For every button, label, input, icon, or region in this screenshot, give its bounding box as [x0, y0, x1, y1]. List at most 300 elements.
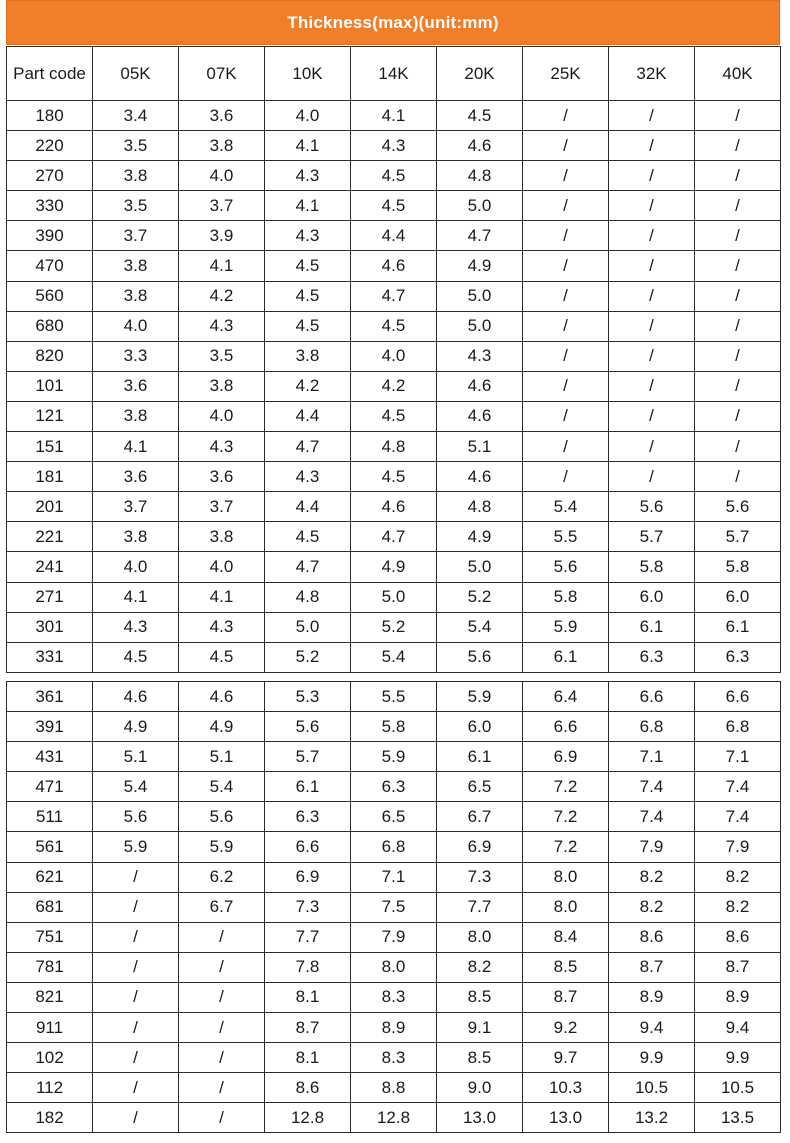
thickness-cell: 6.2 — [179, 862, 265, 892]
thickness-cell: 4.7 — [437, 221, 523, 251]
thickness-cell: 6.0 — [437, 712, 523, 742]
table-row — [7, 522, 781, 552]
thickness-cell: 4.5 — [351, 161, 437, 191]
thickness-cell: / — [93, 1043, 179, 1073]
table-row — [7, 982, 781, 1012]
thickness-cell: / — [609, 221, 695, 251]
thickness-cell: 5.6 — [437, 642, 523, 672]
thickness-cell: 4.9 — [351, 552, 437, 582]
thickness-cell: 5.4 — [523, 492, 609, 522]
thickness-cell: / — [179, 1013, 265, 1043]
thickness-cell: 5.9 — [93, 832, 179, 862]
table-row — [7, 1103, 781, 1133]
table-row — [7, 221, 781, 251]
thickness-cell: 5.1 — [437, 432, 523, 462]
thickness-cell: 3.8 — [93, 401, 179, 431]
thickness-cell: / — [609, 281, 695, 311]
part-code-cell: 151 — [7, 432, 93, 462]
thickness-cell: 3.7 — [179, 492, 265, 522]
thickness-cell: 5.7 — [609, 522, 695, 552]
thickness-cell: 6.9 — [437, 832, 523, 862]
thickness-cell: 8.1 — [265, 1043, 351, 1073]
thickness-cell: 7.2 — [523, 802, 609, 832]
thickness-cell: 4.3 — [265, 221, 351, 251]
thickness-cell: 8.0 — [523, 862, 609, 892]
thickness-cell: 4.6 — [437, 401, 523, 431]
thickness-cell: 3.8 — [179, 131, 265, 161]
part-code-cell: 241 — [7, 552, 93, 582]
thickness-cell: / — [523, 221, 609, 251]
table-row — [7, 612, 781, 642]
thickness-cell: 9.7 — [523, 1043, 609, 1073]
thickness-cell: 3.8 — [93, 251, 179, 281]
thickness-cell: / — [695, 371, 781, 401]
thickness-cell: 6.3 — [351, 772, 437, 802]
thickness-cell: 7.4 — [695, 772, 781, 802]
thickness-cell: 4.5 — [351, 311, 437, 341]
thickness-cell: 7.4 — [609, 802, 695, 832]
header-col-07k: 07K — [179, 47, 265, 101]
thickness-cell: / — [523, 432, 609, 462]
thickness-cell: 7.1 — [695, 742, 781, 772]
thickness-cell: 6.1 — [695, 612, 781, 642]
thickness-cell: / — [695, 191, 781, 221]
thickness-cell: / — [695, 341, 781, 371]
thickness-cell: 6.1 — [437, 742, 523, 772]
thickness-cell: 5.8 — [523, 582, 609, 612]
thickness-cell: 7.8 — [265, 952, 351, 982]
thickness-cell: 8.7 — [695, 952, 781, 982]
thickness-cell: 8.5 — [523, 952, 609, 982]
thickness-cell: 4.3 — [351, 131, 437, 161]
thickness-cell: 5.8 — [695, 552, 781, 582]
thickness-cell: 4.1 — [93, 582, 179, 612]
thickness-cell: 4.9 — [437, 522, 523, 552]
thickness-cell: / — [609, 311, 695, 341]
thickness-cell: / — [695, 432, 781, 462]
thickness-cell: 5.3 — [265, 682, 351, 712]
thickness-cell: 7.4 — [695, 802, 781, 832]
table-row — [7, 712, 781, 742]
thickness-cell: 8.7 — [609, 952, 695, 982]
part-code-cell: 471 — [7, 772, 93, 802]
table-row — [7, 862, 781, 892]
part-code-cell: 361 — [7, 682, 93, 712]
thickness-cell: 4.5 — [265, 522, 351, 552]
thickness-cell: 4.5 — [179, 642, 265, 672]
thickness-cell: 5.0 — [265, 612, 351, 642]
thickness-cell: 5.1 — [179, 742, 265, 772]
thickness-cell: 6.1 — [265, 772, 351, 802]
thickness-cell: 6.8 — [695, 712, 781, 742]
thickness-cell: 4.4 — [265, 492, 351, 522]
table-row — [7, 682, 781, 712]
thickness-cell: 8.8 — [351, 1073, 437, 1103]
thickness-cell: 6.5 — [351, 802, 437, 832]
thickness-cell: / — [695, 131, 781, 161]
thickness-cell: 6.9 — [523, 742, 609, 772]
part-code-cell: 180 — [7, 101, 93, 131]
thickness-cell: 6.1 — [523, 642, 609, 672]
thickness-cell: 4.2 — [351, 371, 437, 401]
thickness-cell: / — [609, 131, 695, 161]
thickness-cell: 8.2 — [695, 862, 781, 892]
thickness-cell: 5.0 — [437, 191, 523, 221]
thickness-cell: 8.2 — [695, 892, 781, 922]
thickness-cell: / — [523, 101, 609, 131]
thickness-cell: 9.2 — [523, 1013, 609, 1043]
thickness-cell: 6.0 — [695, 582, 781, 612]
part-code-cell: 270 — [7, 161, 93, 191]
thickness-cell: 3.7 — [93, 492, 179, 522]
thickness-cell: 4.6 — [437, 462, 523, 492]
part-code-cell: 101 — [7, 371, 93, 401]
thickness-cell: / — [609, 401, 695, 431]
thickness-cell: 8.9 — [609, 982, 695, 1012]
part-code-cell: 182 — [7, 1103, 93, 1133]
part-code-cell: 181 — [7, 462, 93, 492]
thickness-cell: 5.4 — [351, 642, 437, 672]
part-code-cell: 271 — [7, 582, 93, 612]
thickness-cell: / — [93, 892, 179, 922]
thickness-cell: / — [93, 952, 179, 982]
table-row — [7, 1073, 781, 1103]
thickness-cell: 13.0 — [523, 1103, 609, 1133]
part-code-cell: 681 — [7, 892, 93, 922]
thickness-cell: 3.3 — [93, 341, 179, 371]
table-body-upper — [7, 101, 781, 673]
part-code-cell: 821 — [7, 982, 93, 1012]
part-code-cell: 431 — [7, 742, 93, 772]
thickness-cell: 3.5 — [93, 131, 179, 161]
thickness-cell: 5.9 — [179, 832, 265, 862]
thickness-cell: 8.3 — [351, 1043, 437, 1073]
thickness-cell: 5.4 — [93, 772, 179, 802]
thickness-cell: / — [93, 1013, 179, 1043]
part-code-cell: 331 — [7, 642, 93, 672]
thickness-cell: 3.8 — [93, 161, 179, 191]
thickness-cell: / — [93, 1103, 179, 1133]
thickness-cell: 5.7 — [265, 742, 351, 772]
thickness-cell: 4.9 — [437, 251, 523, 281]
thickness-cell: 8.2 — [609, 892, 695, 922]
thickness-cell: 13.5 — [695, 1103, 781, 1133]
thickness-cell: 7.2 — [523, 772, 609, 802]
thickness-cell: 3.6 — [93, 371, 179, 401]
part-code-cell: 680 — [7, 311, 93, 341]
thickness-cell: 7.7 — [437, 892, 523, 922]
thickness-cell: 4.6 — [351, 251, 437, 281]
thickness-cell: / — [695, 462, 781, 492]
thickness-cell: 5.6 — [179, 802, 265, 832]
part-code-cell: 201 — [7, 492, 93, 522]
thickness-cell: 6.3 — [265, 802, 351, 832]
thickness-cell: 4.1 — [179, 582, 265, 612]
thickness-cell: 5.1 — [93, 742, 179, 772]
table-row — [7, 642, 781, 672]
part-code-cell: 121 — [7, 401, 93, 431]
thickness-cell: 12.8 — [265, 1103, 351, 1133]
thickness-cell: / — [523, 401, 609, 431]
thickness-cell: 6.6 — [523, 712, 609, 742]
thickness-cell: / — [695, 101, 781, 131]
thickness-cell: 3.4 — [93, 101, 179, 131]
thickness-cell: / — [523, 251, 609, 281]
thickness-cell: 6.3 — [695, 642, 781, 672]
table-row — [7, 101, 781, 131]
thickness-cell: 10.5 — [695, 1073, 781, 1103]
thickness-cell: 6.9 — [265, 862, 351, 892]
thickness-cell: 8.6 — [265, 1073, 351, 1103]
header-col-20k: 20K — [437, 47, 523, 101]
thickness-cell: 3.6 — [179, 101, 265, 131]
thickness-cell: 8.3 — [351, 982, 437, 1012]
thickness-cell: 6.6 — [609, 682, 695, 712]
thickness-cell: 4.0 — [93, 311, 179, 341]
thickness-cell: 4.5 — [265, 251, 351, 281]
thickness-cell: 3.8 — [93, 522, 179, 552]
thickness-cell: 4.3 — [265, 161, 351, 191]
part-code-cell: 781 — [7, 952, 93, 982]
thickness-cell: / — [523, 341, 609, 371]
thickness-cell: 5.6 — [265, 712, 351, 742]
thickness-cell: 5.4 — [437, 612, 523, 642]
table-header — [7, 47, 781, 101]
thickness-cell: 6.7 — [179, 892, 265, 922]
part-code-cell: 470 — [7, 251, 93, 281]
thickness-cell: 4.5 — [265, 281, 351, 311]
thickness-cell: 8.0 — [523, 892, 609, 922]
table-row — [7, 492, 781, 522]
thickness-cell: / — [179, 1043, 265, 1073]
thickness-cell: 3.6 — [179, 462, 265, 492]
header-col-10k: 10K — [265, 47, 351, 101]
part-code-cell: 221 — [7, 522, 93, 552]
thickness-cell: 5.6 — [523, 552, 609, 582]
thickness-cell: 3.5 — [179, 341, 265, 371]
thickness-cell: 10.3 — [523, 1073, 609, 1103]
thickness-cell: 4.6 — [93, 682, 179, 712]
thickness-cell: 4.5 — [351, 462, 437, 492]
thickness-cell: 5.9 — [351, 742, 437, 772]
thickness-cell: 6.6 — [265, 832, 351, 862]
thickness-cell: / — [523, 281, 609, 311]
thickness-cell: 9.4 — [609, 1013, 695, 1043]
thickness-cell: 4.3 — [93, 612, 179, 642]
table-row — [7, 371, 781, 401]
thickness-cell: 4.5 — [93, 642, 179, 672]
thickness-cell: 9.4 — [695, 1013, 781, 1043]
thickness-cell: 4.1 — [265, 131, 351, 161]
table-row — [7, 952, 781, 982]
part-code-cell: 561 — [7, 832, 93, 862]
table-row — [7, 251, 781, 281]
table-row — [7, 191, 781, 221]
thickness-cell: 6.0 — [609, 582, 695, 612]
thickness-cell: / — [179, 1103, 265, 1133]
part-code-cell: 820 — [7, 341, 93, 371]
thickness-cell: 6.4 — [523, 682, 609, 712]
part-code-cell: 330 — [7, 191, 93, 221]
table-row — [7, 892, 781, 922]
thickness-cell: 4.3 — [265, 462, 351, 492]
thickness-cell: 6.3 — [609, 642, 695, 672]
thickness-cell: / — [609, 101, 695, 131]
table-row — [7, 161, 781, 191]
thickness-cell: 9.0 — [437, 1073, 523, 1103]
thickness-cell: 4.7 — [265, 432, 351, 462]
part-code-cell: 301 — [7, 612, 93, 642]
thickness-cell: 7.3 — [265, 892, 351, 922]
thickness-table-upper — [6, 46, 781, 673]
thickness-cell: 8.0 — [437, 922, 523, 952]
thickness-cell: 4.7 — [351, 522, 437, 552]
table-row — [7, 552, 781, 582]
thickness-cell: 8.6 — [695, 922, 781, 952]
thickness-cell: / — [609, 191, 695, 221]
table-body-lower — [7, 682, 781, 1133]
thickness-cell: 5.8 — [609, 552, 695, 582]
thickness-cell: 7.9 — [351, 922, 437, 952]
thickness-cell: 5.2 — [351, 612, 437, 642]
thickness-cell: 4.0 — [179, 552, 265, 582]
thickness-cell: 3.9 — [179, 221, 265, 251]
table-row — [7, 772, 781, 802]
thickness-cell: / — [179, 982, 265, 1012]
table-row — [7, 341, 781, 371]
thickness-cell: / — [523, 191, 609, 221]
table-row — [7, 582, 781, 612]
thickness-cell: 4.8 — [437, 161, 523, 191]
thickness-cell: / — [695, 221, 781, 251]
table-row — [7, 1043, 781, 1073]
thickness-cell: 4.0 — [179, 401, 265, 431]
thickness-cell: / — [609, 341, 695, 371]
thickness-cell: / — [179, 1073, 265, 1103]
thickness-cell: 8.5 — [437, 1043, 523, 1073]
thickness-cell: / — [93, 1073, 179, 1103]
thickness-cell: 4.3 — [179, 311, 265, 341]
thickness-cell: 4.6 — [179, 682, 265, 712]
thickness-cell: 4.6 — [437, 371, 523, 401]
thickness-cell: / — [695, 401, 781, 431]
thickness-cell: 5.6 — [93, 802, 179, 832]
thickness-cell: / — [523, 462, 609, 492]
thickness-cell: / — [179, 922, 265, 952]
table-title: Thickness(max)(unit:mm) — [6, 0, 780, 45]
part-code-cell: 751 — [7, 922, 93, 952]
thickness-cell: 8.4 — [523, 922, 609, 952]
thickness-cell: 4.8 — [265, 582, 351, 612]
thickness-cell: 13.2 — [609, 1103, 695, 1133]
thickness-cell: 4.9 — [179, 712, 265, 742]
table-row — [7, 922, 781, 952]
thickness-cell: 4.8 — [351, 432, 437, 462]
thickness-cell: 6.8 — [351, 832, 437, 862]
thickness-cell: 4.1 — [93, 432, 179, 462]
thickness-cell: 4.5 — [351, 401, 437, 431]
thickness-cell: 3.8 — [93, 281, 179, 311]
thickness-cell: 4.9 — [93, 712, 179, 742]
thickness-cell: 8.0 — [351, 952, 437, 982]
part-code-cell: 112 — [7, 1073, 93, 1103]
thickness-cell: 5.7 — [695, 522, 781, 552]
thickness-cell: 12.8 — [351, 1103, 437, 1133]
thickness-cell: 7.4 — [609, 772, 695, 802]
thickness-cell: 5.0 — [437, 552, 523, 582]
thickness-cell: 4.3 — [179, 432, 265, 462]
thickness-cell: 4.2 — [179, 281, 265, 311]
part-code-cell: 220 — [7, 131, 93, 161]
thickness-cell: 8.9 — [351, 1013, 437, 1043]
thickness-cell: 10.5 — [609, 1073, 695, 1103]
part-code-cell: 911 — [7, 1013, 93, 1043]
thickness-cell: 4.1 — [351, 101, 437, 131]
thickness-cell: 5.5 — [523, 522, 609, 552]
thickness-cell: 5.4 — [179, 772, 265, 802]
thickness-cell: / — [523, 161, 609, 191]
thickness-cell: / — [523, 311, 609, 341]
thickness-cell: 7.3 — [437, 862, 523, 892]
table-row — [7, 131, 781, 161]
thickness-cell: / — [179, 952, 265, 982]
thickness-cell: / — [609, 161, 695, 191]
thickness-cell: / — [93, 862, 179, 892]
thickness-cell: 3.8 — [179, 371, 265, 401]
thickness-cell: / — [523, 371, 609, 401]
table-row — [7, 1013, 781, 1043]
thickness-cell: / — [93, 922, 179, 952]
thickness-cell: 5.2 — [437, 582, 523, 612]
thickness-cell: 4.4 — [351, 221, 437, 251]
table-row — [7, 401, 781, 431]
thickness-cell: 5.9 — [523, 612, 609, 642]
thickness-cell: / — [93, 982, 179, 1012]
part-code-cell: 102 — [7, 1043, 93, 1073]
thickness-cell: / — [609, 251, 695, 281]
thickness-cell: / — [695, 281, 781, 311]
thickness-cell: 3.6 — [93, 462, 179, 492]
thickness-cell: / — [695, 251, 781, 281]
table-row — [7, 311, 781, 341]
table-row — [7, 742, 781, 772]
thickness-cell: 4.5 — [351, 191, 437, 221]
thickness-cell: 13.0 — [437, 1103, 523, 1133]
thickness-cell: / — [609, 462, 695, 492]
thickness-cell: 5.8 — [351, 712, 437, 742]
header-row — [7, 47, 781, 101]
part-code-cell: 390 — [7, 221, 93, 251]
thickness-cell: 4.7 — [265, 552, 351, 582]
table-row — [7, 832, 781, 862]
thickness-cell: 3.5 — [93, 191, 179, 221]
thickness-cell: 6.5 — [437, 772, 523, 802]
header-col-40k: 40K — [695, 47, 781, 101]
part-code-cell: 511 — [7, 802, 93, 832]
thickness-cell: 8.7 — [265, 1013, 351, 1043]
part-code-cell: 560 — [7, 281, 93, 311]
thickness-cell: 8.2 — [609, 862, 695, 892]
thickness-cell: 8.1 — [265, 982, 351, 1012]
thickness-cell: 7.1 — [351, 862, 437, 892]
thickness-table-lower — [6, 681, 781, 1133]
thickness-cell: 5.6 — [609, 492, 695, 522]
thickness-cell: 4.2 — [265, 371, 351, 401]
thickness-cell: 4.6 — [351, 492, 437, 522]
thickness-cell: 4.1 — [265, 191, 351, 221]
thickness-cell: / — [609, 371, 695, 401]
header-col-25k: 25K — [523, 47, 609, 101]
